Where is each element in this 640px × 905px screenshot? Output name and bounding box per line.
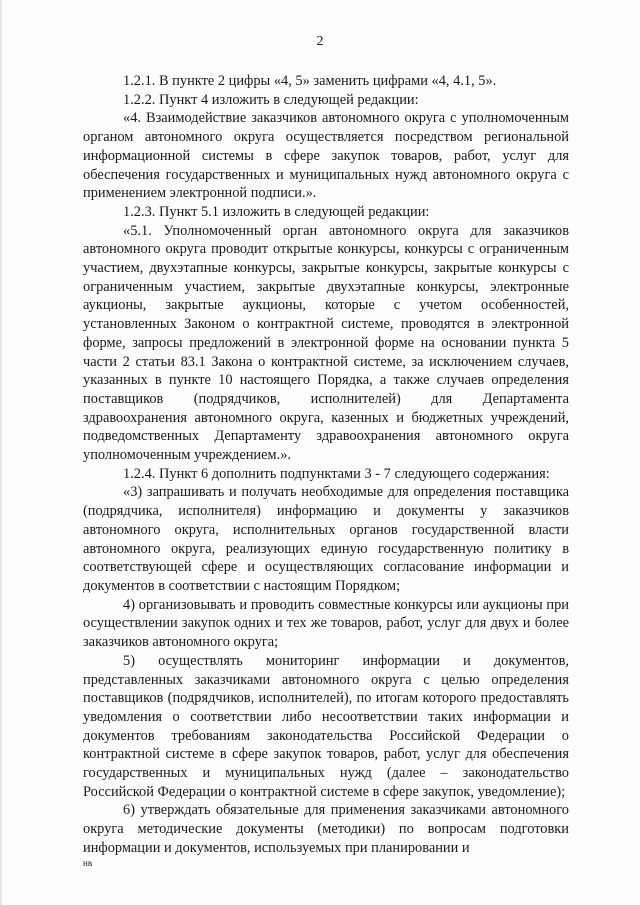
paragraph-subitem-5: 5) осуществлять мониторинг информации и документов, представленных заказчиками автономного округа с целью определения поставщиков (подрядчиков, исполнителей), по итогам которого предоставлять уведомления о соответствии либо несоответствии таких информации и документов требованиям законодательства Российской Федерации о контрактной системе в сфере закупок товаров, работ, услуг для обеспечения государственных и муниципальных нужд (далее – законодательство Российской Федерации о контрактной системе в сфере закупок, уведомление);	[83, 652, 569, 800]
paragraph-1-2-1: 1.2.1. В пункте 2 цифры «4, 5» заменить цифрами «4, 4.1, 5».	[123, 73, 497, 89]
document-body	[83, 72, 569, 858]
paragraph-item-5-1: «5.1. Уполномоченный орган автономного округа для заказчиков автономного округа проводит открытые конкурсы, конкурсы с ограниченным участием, двухэтапные конкурсы, закрытые конкурсы, закрытые конкурсы с ограниченным участием, закрытые двухэтапные конкурсы, электронные аукционы, закрытые аукционы, которые с учетом особенностей, установленных Законом о контрактной системе, проводятся в электронной форме, запросы предложений в электронной форме на основании пункта 5 части 2 статьи 83.1 Закона о контрактной системе, за исключением случаев, указанных в пункте 10 настоящего Порядка, а также случаев определения поставщиков (подрядчиков, исполнителей) для Департамента здравоохранения автономного округа, казенных и бюджетных учреждений, подведомственных Департаменту здравоохранения автономного округа уполномоченным учреждением.».	[83, 222, 569, 464]
paragraph-item-4: «4. Взаимодействие заказчиков автономного округа с уполномоченным органом автономного округа осуществляется посредством региональной информационной системы в сфере закупок товаров, работ, услуг для обеспечения государственных и муниципальных нужд автономного округа с применением электронной подписи.».	[83, 110, 569, 202]
paragraph-subitem-4: 4) организовывать и проводить совместные конкурсы или аукционы при осуществлении закупок одних и тех же товаров, работ, услуг для двух и более заказчиков автономного округа;	[83, 596, 569, 651]
paragraph-subitem-3: «3) запрашивать и получать необходимые для определения поставщика (подрядчика, исполнителя) информацию и документы у заказчиков автономного округа, исполнительных органов государственной власти автономного округа, реализующих единую государственную политику в соответствующей сфере и осуществляющих согласование информации и документов в соответствии с настоящим Порядком;	[83, 484, 569, 594]
page-number: 2	[316, 34, 324, 49]
paragraph-1-2-2: 1.2.2. Пункт 4 изложить в следующей редакции:	[123, 91, 419, 108]
paragraph-1-2-4: 1.2.4. Пункт 6 дополнить подпунктами 3 - 7 следующего содержания:	[123, 465, 550, 482]
footer-initials: нв	[83, 858, 93, 868]
paragraph-1-2-3: 1.2.3. Пункт 5.1 изложить в следующей редакции:	[123, 203, 430, 220]
paragraph-subitem-6: 6) утверждать обязательные для применения заказчиками автономного округа методические документы (методики) по вопросам подготовки информации и документов, используемых при планировании и	[83, 802, 569, 856]
